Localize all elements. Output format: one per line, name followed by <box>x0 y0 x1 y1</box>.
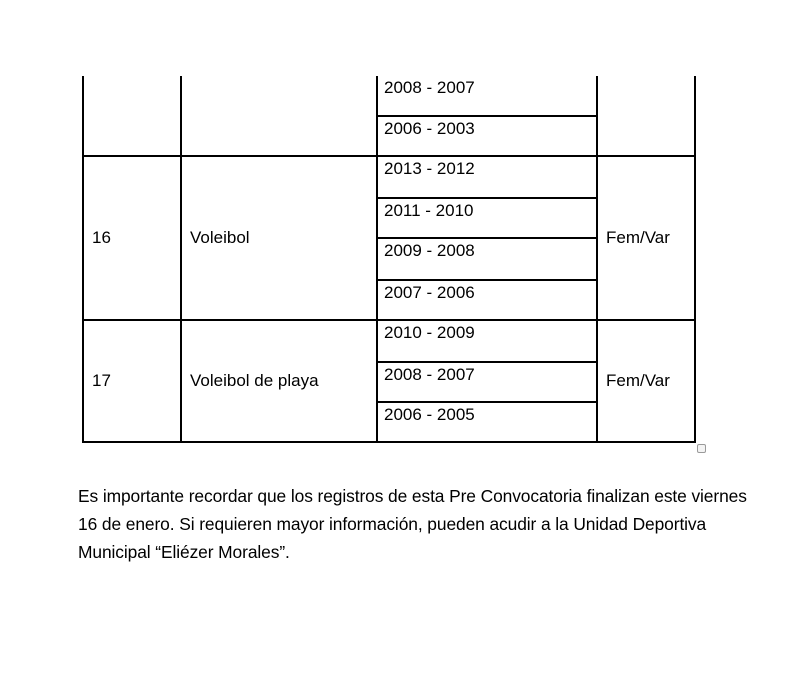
year-range-cell: 2008 - 2007 <box>377 362 597 402</box>
sport-cell: Voleibol de playa <box>181 320 377 442</box>
table-row <box>83 156 695 198</box>
year-range-cell: 2010 - 2009 <box>377 320 597 362</box>
branch-cell: Fem/Var <box>597 156 695 320</box>
branch-cell <box>597 76 695 156</box>
year-range-cell: 2007 - 2006 <box>377 280 597 320</box>
row-number-cell: 17 <box>83 320 181 442</box>
categories-table <box>82 76 696 443</box>
sport-cell <box>181 76 377 156</box>
year-range-cell: 2006 - 2005 <box>377 402 597 442</box>
row-number-cell: 16 <box>83 156 181 320</box>
year-range-cell: 2009 - 2008 <box>377 238 597 280</box>
sport-cell: Voleibol <box>181 156 377 320</box>
year-range-cell: 2013 - 2012 <box>377 156 597 198</box>
table-resize-handle[interactable] <box>697 444 706 453</box>
table-row <box>83 320 695 362</box>
row-number-cell <box>83 76 181 156</box>
table-row <box>83 76 695 116</box>
body-paragraph: Es importante recordar que los registros de esta Pre Convocatoria finalizan este viernes 16 de enero. Si requieren mayor información, pueden acudir a la Unidad Deportiva Municipal “Eliézer Morales”. <box>78 486 747 562</box>
year-range-cell: 2006 - 2003 <box>377 116 597 156</box>
year-range-cell: 2011 - 2010 <box>377 198 597 238</box>
year-range-cell: 2008 - 2007 <box>377 76 597 116</box>
branch-cell: Fem/Var <box>597 320 695 442</box>
